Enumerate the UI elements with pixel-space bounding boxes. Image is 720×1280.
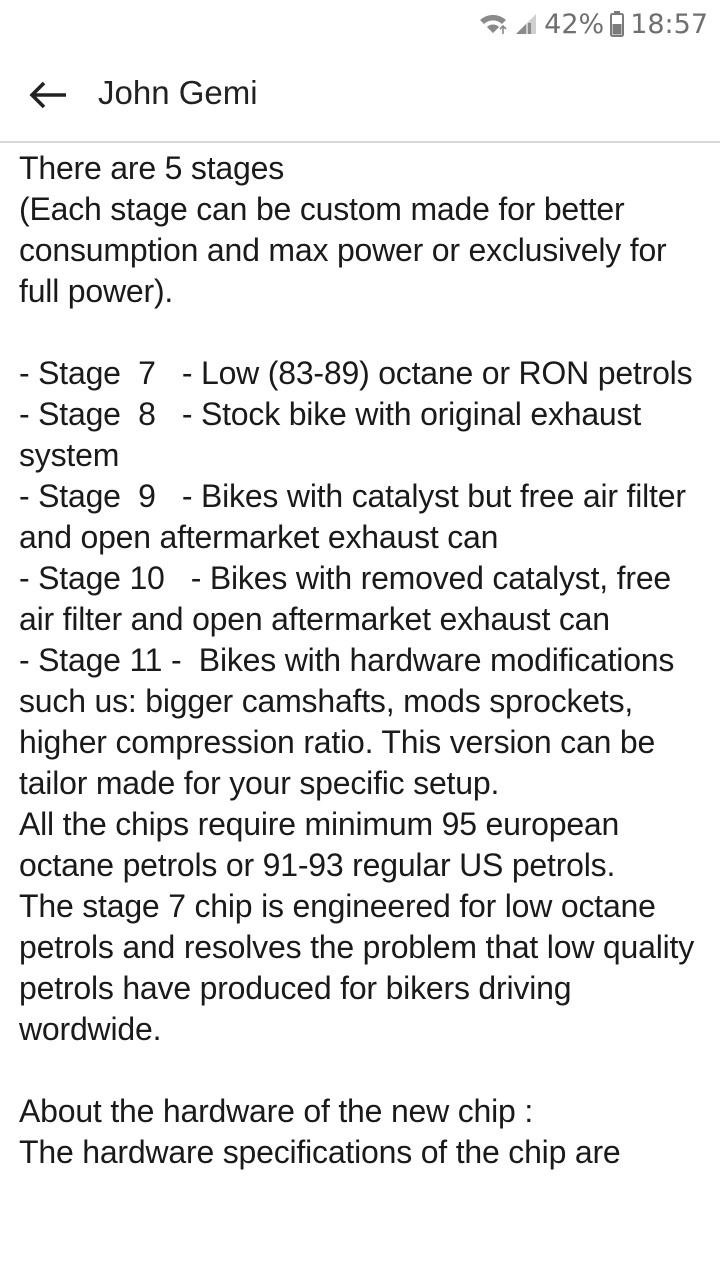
battery-percent: 42% (544, 8, 605, 40)
signal-icon (514, 12, 538, 36)
battery-icon (610, 11, 624, 37)
arrow-left-icon (28, 80, 68, 110)
clock-time: 18:57 (630, 8, 708, 40)
back-button[interactable] (20, 70, 76, 120)
message-content[interactable] (19, 148, 707, 1280)
status-icons (478, 8, 708, 40)
message-text: There are 5 stages (Each stage can be custom made for better consumption and max power or exclusively for full power). - Stage 7 - Low (83-89) octane or RON petrols - Stage 8 - Stock bike with original exhaust system - Stage 9 - Bikes with catalyst but free air filter and open aftermarket exhaust can - Stage 10 - Bikes with removed catalyst, free air filter and open aftermarket exhaust can - Stage 11 - Bikes with hardware modifications such us: bigger camshafts, mods sprockets, higher compression ratio. This version can be tailor made for your specific setup. All the chips require minimum 95 european octane petrols or 91-93 regular US petrols. The stage 7 chip is engineered for low octane petrols and resolves the problem that low quality petrols have produced for bikers driving wordwide. About the hardware of the new chip : The hardware specifications of the chip are (19, 150, 695, 1170)
page-title: John Gemi (98, 74, 258, 111)
status-bar (0, 0, 720, 48)
wifi-icon (478, 11, 508, 37)
app-bar (0, 48, 720, 143)
